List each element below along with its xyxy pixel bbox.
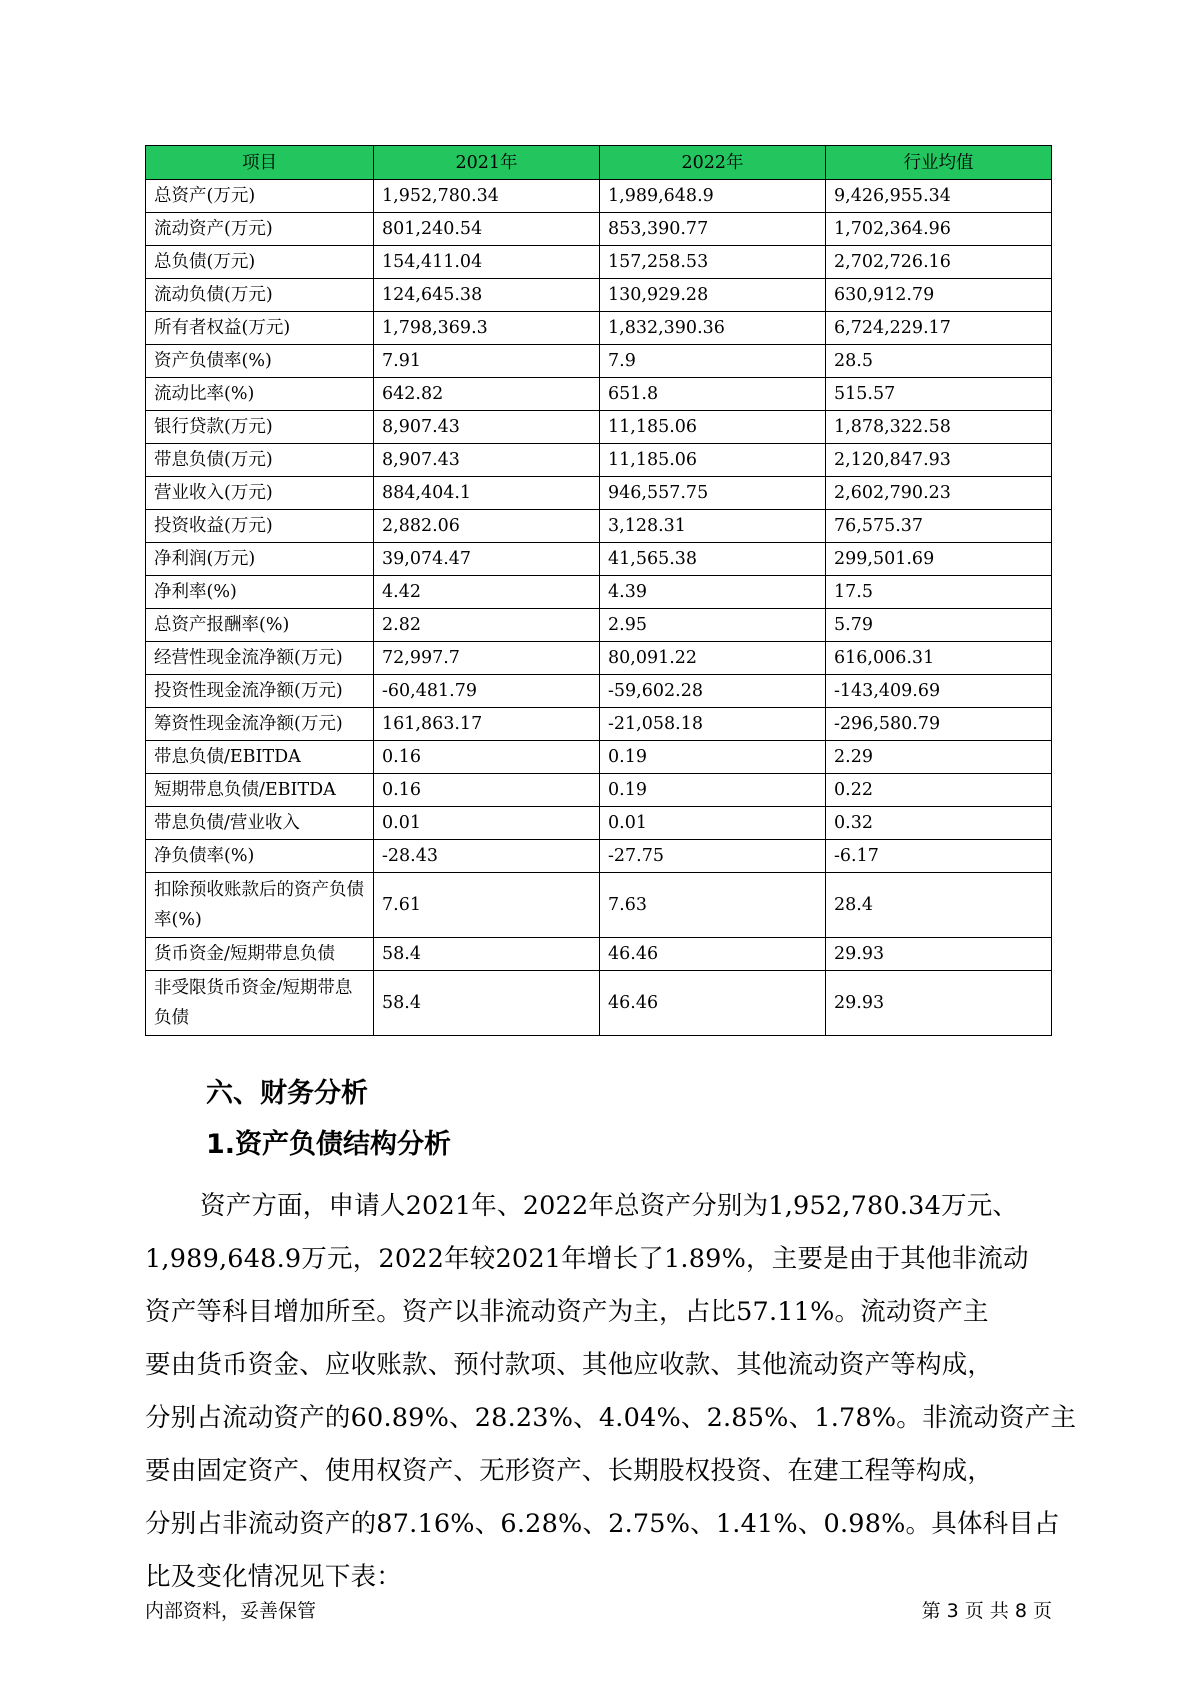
- header-industry-avg: 行业均值: [826, 146, 1052, 180]
- value-cell: 2.82: [374, 609, 600, 642]
- value-cell: 1,798,369.3: [374, 312, 600, 345]
- value-cell: 5.79: [826, 609, 1052, 642]
- value-cell: 72,997.7: [374, 642, 600, 675]
- table-row: [146, 938, 1052, 971]
- footer-page-number: 第 3 页 共 8 页: [921, 1600, 1052, 1622]
- value-cell: -59,602.28: [600, 675, 826, 708]
- value-cell: -28.43: [374, 840, 600, 873]
- row-label-cell: 资产负债率(%): [146, 345, 374, 378]
- value-cell: -21,058.18: [600, 708, 826, 741]
- table-row: [146, 411, 1052, 444]
- value-cell: 28.4: [826, 873, 1052, 938]
- paragraph-line: 1,989,648.9万元，2022年较2021年增长了1.89%，主要是由于其他非流动: [145, 1244, 1029, 1274]
- table-row: [146, 345, 1052, 378]
- value-cell: 124,645.38: [374, 279, 600, 312]
- table-row: [146, 840, 1052, 873]
- table-row: [146, 180, 1052, 213]
- value-cell: 884,404.1: [374, 477, 600, 510]
- value-cell: 0.16: [374, 774, 600, 807]
- value-cell: 3,128.31: [600, 510, 826, 543]
- row-label-cell: 经营性现金流净额(万元): [146, 642, 374, 675]
- row-label-cell: 银行贷款(万元): [146, 411, 374, 444]
- value-cell: 58.4: [374, 938, 600, 971]
- row-label-cell: 流动比率(%): [146, 378, 374, 411]
- value-cell: 7.61: [374, 873, 600, 938]
- row-label-cell: 总资产(万元): [146, 180, 374, 213]
- value-cell: 1,702,364.96: [826, 213, 1052, 246]
- value-cell: 4.39: [600, 576, 826, 609]
- table-row: [146, 477, 1052, 510]
- row-label-cell: 非受限货币资金/短期带息负债: [146, 971, 374, 1036]
- value-cell: 41,565.38: [600, 543, 826, 576]
- row-label-cell: 营业收入(万元): [146, 477, 374, 510]
- row-label-cell: 净负债率(%): [146, 840, 374, 873]
- value-cell: 7.9: [600, 345, 826, 378]
- value-cell: 0.01: [374, 807, 600, 840]
- value-cell: 0.19: [600, 741, 826, 774]
- value-cell: 642.82: [374, 378, 600, 411]
- row-label-cell: 筹资性现金流净额(万元): [146, 708, 374, 741]
- row-label-cell: 流动负债(万元): [146, 279, 374, 312]
- paragraph-line: 要由固定资产、使用权资产、无形资产、长期股权投资、在建工程等构成，: [145, 1456, 994, 1486]
- table-row: [146, 807, 1052, 840]
- paragraph-line: 比及变化情况见下表：: [145, 1562, 403, 1592]
- row-label-cell: 投资性现金流净额(万元): [146, 675, 374, 708]
- value-cell: 157,258.53: [600, 246, 826, 279]
- table-row: [146, 444, 1052, 477]
- value-cell: 161,863.17: [374, 708, 600, 741]
- value-cell: 2,702,726.16: [826, 246, 1052, 279]
- value-cell: 130,929.28: [600, 279, 826, 312]
- table-row: [146, 971, 1052, 1036]
- row-label-cell: 投资收益(万元): [146, 510, 374, 543]
- table-row: [146, 312, 1052, 345]
- table-row: [146, 543, 1052, 576]
- header-item: 项目: [146, 146, 374, 180]
- value-cell: -60,481.79: [374, 675, 600, 708]
- row-label-cell: 所有者权益(万元): [146, 312, 374, 345]
- value-cell: 0.32: [826, 807, 1052, 840]
- value-cell: 651.8: [600, 378, 826, 411]
- table-header-row: [146, 146, 1052, 180]
- table-row: [146, 675, 1052, 708]
- table-row: [146, 246, 1052, 279]
- value-cell: 11,185.06: [600, 444, 826, 477]
- value-cell: 946,557.75: [600, 477, 826, 510]
- value-cell: 1,952,780.34: [374, 180, 600, 213]
- section-heading: 六、财务分析: [206, 1078, 368, 1109]
- row-label-cell: 净利率(%): [146, 576, 374, 609]
- value-cell: 0.22: [826, 774, 1052, 807]
- paragraph-line: 分别占流动资产的60.89%、28.23%、4.04%、2.85%、1.78%。非流动资产主: [145, 1403, 1077, 1433]
- value-cell: 9,426,955.34: [826, 180, 1052, 213]
- value-cell: 2,602,790.23: [826, 477, 1052, 510]
- table-row: [146, 741, 1052, 774]
- paragraph-line: 资产方面，申请人2021年、2022年总资产分别为1,952,780.34万元、: [200, 1191, 1019, 1221]
- financial-indicators-table: [145, 145, 1052, 1036]
- value-cell: 80,091.22: [600, 642, 826, 675]
- value-cell: 8,907.43: [374, 444, 600, 477]
- value-cell: 39,074.47: [374, 543, 600, 576]
- table-row: [146, 510, 1052, 543]
- footer-confidential-note: 内部资料，妥善保管: [145, 1600, 317, 1622]
- value-cell: 46.46: [600, 938, 826, 971]
- value-cell: 76,575.37: [826, 510, 1052, 543]
- value-cell: 0.01: [600, 807, 826, 840]
- row-label-cell: 带息负债/营业收入: [146, 807, 374, 840]
- table-row: [146, 576, 1052, 609]
- table-row: [146, 708, 1052, 741]
- subsection-heading: 1.资产负债结构分析: [206, 1129, 452, 1160]
- row-label-cell: 总负债(万元): [146, 246, 374, 279]
- value-cell: 515.57: [826, 378, 1052, 411]
- table-row: [146, 279, 1052, 312]
- value-cell: 29.93: [826, 938, 1052, 971]
- value-cell: 2,882.06: [374, 510, 600, 543]
- header-2021: 2021年: [374, 146, 600, 180]
- value-cell: -27.75: [600, 840, 826, 873]
- value-cell: 0.19: [600, 774, 826, 807]
- value-cell: 0.16: [374, 741, 600, 774]
- value-cell: 630,912.79: [826, 279, 1052, 312]
- value-cell: 6,724,229.17: [826, 312, 1052, 345]
- value-cell: 11,185.06: [600, 411, 826, 444]
- value-cell: 299,501.69: [826, 543, 1052, 576]
- value-cell: 29.93: [826, 971, 1052, 1036]
- value-cell: 616,006.31: [826, 642, 1052, 675]
- value-cell: 2.95: [600, 609, 826, 642]
- table-row: [146, 642, 1052, 675]
- value-cell: 2,120,847.93: [826, 444, 1052, 477]
- paragraph-line: 分别占非流动资产的87.16%、6.28%、2.75%、1.41%、0.98%。具体科目占: [145, 1509, 1060, 1539]
- value-cell: 4.42: [374, 576, 600, 609]
- value-cell: 17.5: [826, 576, 1052, 609]
- paragraph-line: 资产等科目增加所至。资产以非流动资产为主，占比57.11%。流动资产主: [145, 1297, 989, 1327]
- value-cell: 46.46: [600, 971, 826, 1036]
- value-cell: 58.4: [374, 971, 600, 1036]
- row-label-cell: 扣除预收账款后的资产负债率(%): [146, 873, 374, 938]
- value-cell: 1,878,322.58: [826, 411, 1052, 444]
- table-row: [146, 213, 1052, 246]
- row-label-cell: 短期带息负债/EBITDA: [146, 774, 374, 807]
- table-row: [146, 873, 1052, 938]
- analysis-paragraph: [145, 1180, 1077, 1604]
- table-row: [146, 609, 1052, 642]
- value-cell: 801,240.54: [374, 213, 600, 246]
- header-2022: 2022年: [600, 146, 826, 180]
- value-cell: 1,832,390.36: [600, 312, 826, 345]
- value-cell: -296,580.79: [826, 708, 1052, 741]
- value-cell: 154,411.04: [374, 246, 600, 279]
- value-cell: 8,907.43: [374, 411, 600, 444]
- value-cell: 2.29: [826, 741, 1052, 774]
- value-cell: 853,390.77: [600, 213, 826, 246]
- row-label-cell: 带息负债/EBITDA: [146, 741, 374, 774]
- row-label-cell: 带息负债(万元): [146, 444, 374, 477]
- value-cell: 7.63: [600, 873, 826, 938]
- value-cell: 1,989,648.9: [600, 180, 826, 213]
- table-row: [146, 774, 1052, 807]
- paragraph-line: 要由货币资金、应收账款、预付款项、其他应收款、其他流动资产等构成，: [145, 1350, 994, 1380]
- value-cell: 7.91: [374, 345, 600, 378]
- row-label-cell: 总资产报酬率(%): [146, 609, 374, 642]
- table-row: [146, 378, 1052, 411]
- value-cell: -143,409.69: [826, 675, 1052, 708]
- row-label-cell: 流动资产(万元): [146, 213, 374, 246]
- value-cell: 28.5: [826, 345, 1052, 378]
- row-label-cell: 货币资金/短期带息负债: [146, 938, 374, 971]
- row-label-cell: 净利润(万元): [146, 543, 374, 576]
- value-cell: -6.17: [826, 840, 1052, 873]
